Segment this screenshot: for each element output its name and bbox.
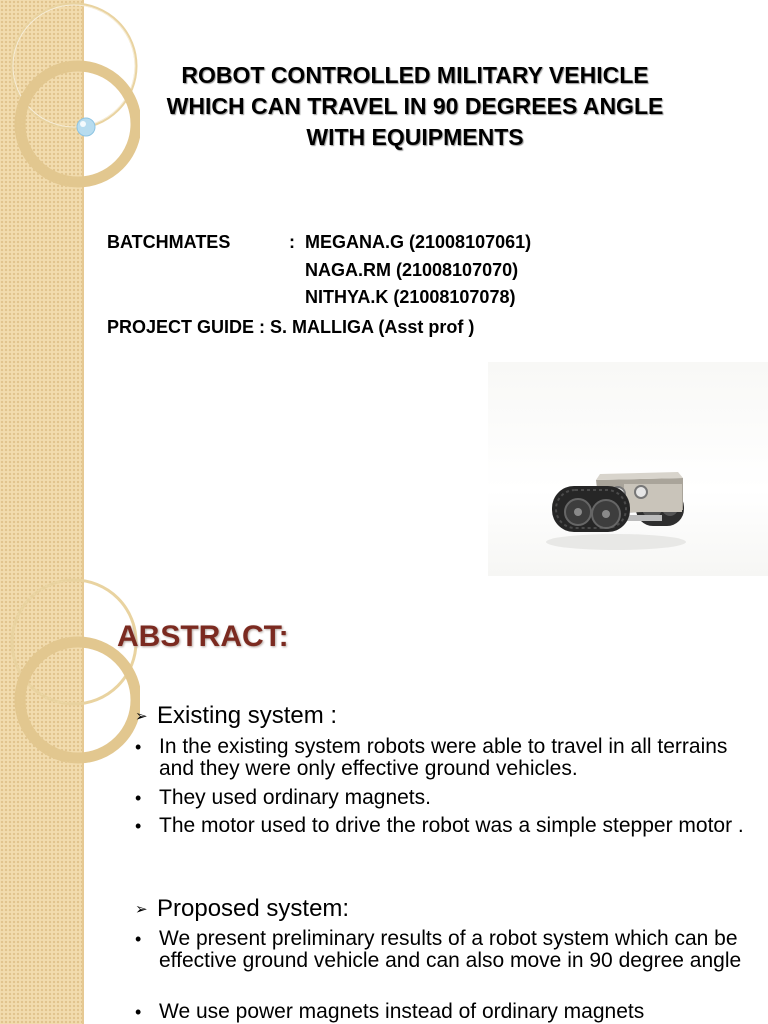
list-item bbox=[135, 787, 765, 809]
batchmates-separator: : bbox=[289, 232, 295, 252]
section-heading-text: Proposed system: bbox=[157, 895, 350, 922]
project-guide-label: PROJECT GUIDE : bbox=[107, 317, 266, 337]
slide-title bbox=[100, 60, 730, 153]
list-item bbox=[135, 928, 765, 972]
tracked-robot-icon bbox=[488, 362, 768, 576]
project-guide-name: S. MALLIGA (Asst prof ) bbox=[270, 317, 475, 337]
existing-system-heading bbox=[135, 702, 337, 730]
bullet-icon: • bbox=[135, 788, 142, 808]
list-item-text: We present preliminary results of a robot system which can be effective ground vehicle and can also move in 90 degree angle bbox=[159, 927, 742, 972]
abstract-slide bbox=[0, 576, 768, 1024]
decorative-rings-icon bbox=[0, 576, 140, 796]
title-line: WITH EQUIPMENTS bbox=[306, 124, 524, 150]
arrow-bullet-icon: ➢ bbox=[135, 708, 148, 725]
batchmates-row bbox=[107, 228, 531, 256]
list-item-text: They used ordinary magnets. bbox=[159, 786, 431, 809]
project-guide-row bbox=[107, 313, 474, 341]
list-item bbox=[135, 1001, 765, 1023]
robot-photo bbox=[488, 362, 768, 576]
list-item bbox=[135, 736, 765, 780]
bullet-icon: • bbox=[135, 737, 142, 757]
arrow-bullet-icon: ➢ bbox=[135, 901, 148, 918]
list-item-text: The motor used to drive the robot was a simple stepper motor . bbox=[159, 814, 744, 837]
bullet-icon: • bbox=[135, 816, 142, 836]
list-item-text: In the existing system robots were able to travel in all terrains and they were only effective ground vehicles. bbox=[159, 735, 728, 780]
batchmate-name: MEGANA.G (21008107061) bbox=[305, 232, 532, 252]
section-heading-text: Existing system : bbox=[157, 702, 338, 729]
list-item-text: We use power magnets instead of ordinary magnets bbox=[159, 1000, 645, 1023]
list-item bbox=[135, 815, 765, 837]
proposed-system-heading bbox=[135, 895, 349, 923]
bullet-icon: • bbox=[135, 929, 142, 949]
batchmate-name: NITHYA.K (21008107078) bbox=[305, 287, 516, 307]
abstract-heading: ABSTRACT: bbox=[117, 620, 289, 653]
batchmates-label: BATCHMATES bbox=[107, 232, 231, 252]
title-line: WHICH CAN TRAVEL IN 90 DEGREES ANGLE bbox=[166, 93, 664, 119]
title-line: ROBOT CONTROLLED MILITARY VEHICLE bbox=[181, 62, 649, 88]
batchmate-name: NAGA.RM (21008107070) bbox=[305, 260, 519, 280]
bullet-icon: • bbox=[135, 1002, 142, 1022]
